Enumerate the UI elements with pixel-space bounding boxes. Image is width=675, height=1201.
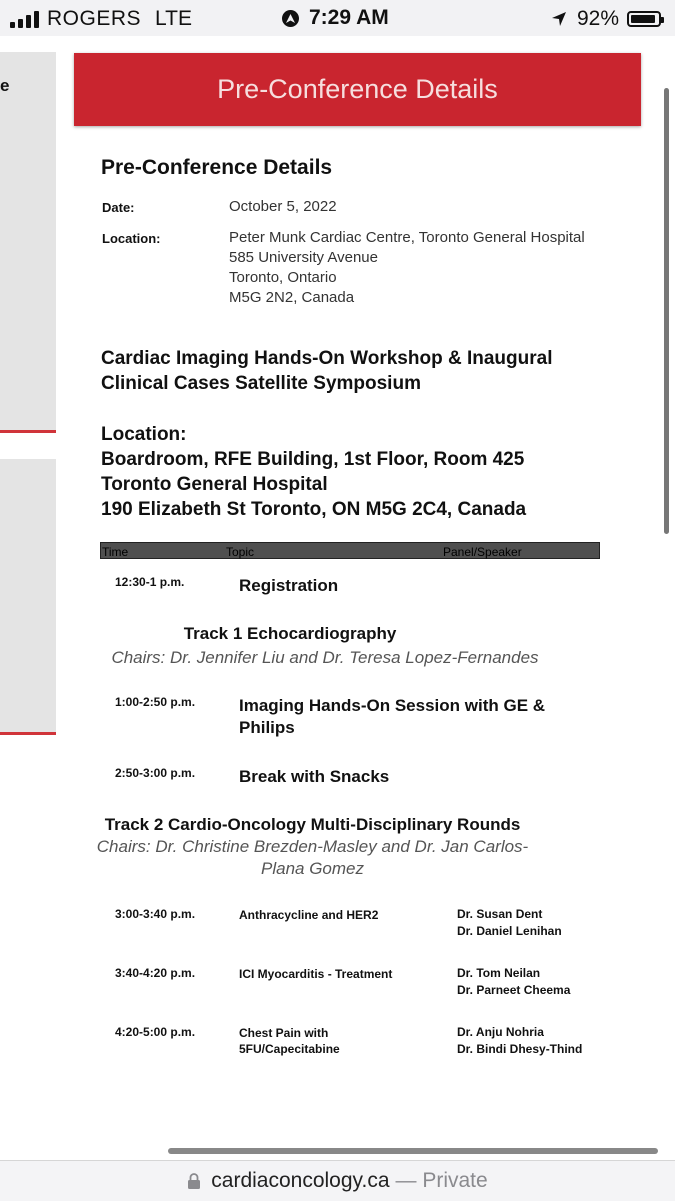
page-title: Pre-Conference Details <box>101 156 333 179</box>
header-time: Time <box>102 545 129 559</box>
registration-time: 12:30-1 p.m. <box>115 575 185 589</box>
schedule-table-header <box>100 542 600 559</box>
break-title: Break with Snacks <box>239 767 390 786</box>
row-2-speakers: Dr. Tom Neilan Dr. Parneet Cheema <box>457 966 571 997</box>
track-1 <box>22 624 558 644</box>
session-1-title: Imaging Hands-On Session with GE & Philips <box>239 696 546 737</box>
header-speaker: Panel/Speaker <box>443 545 522 559</box>
track-2-title: Track 2 Cardio-Oncology Multi-Disciplinary Rounds <box>104 815 521 834</box>
panel-text-fragment: e <box>0 76 10 95</box>
previous-slide-panel[interactable] <box>0 52 56 433</box>
row-3-speakers: Dr. Anju Nohria Dr. Bindi Dhesy-Thind <box>457 1025 583 1056</box>
workshop-title: Cardiac Imaging Hands-On Workshop & Inaugural Clinical Cases Satellite Symposium <box>101 348 553 394</box>
battery-percent: 92% <box>576 7 619 30</box>
row-3-topic: Chest Pain with 5FU/Capecitabine <box>239 1026 340 1056</box>
track-1-title: Track 1 Echocardiography <box>183 624 397 643</box>
location-label: Location: <box>102 231 161 246</box>
horizontal-scrollbar[interactable] <box>168 1148 658 1154</box>
session-1-time: 1:00-2:50 p.m. <box>115 695 196 709</box>
header-banner <box>74 53 641 126</box>
private-label: — Private <box>395 1169 488 1192</box>
vertical-scrollbar[interactable] <box>664 88 669 534</box>
row-1-time: 3:00-3:40 p.m. <box>115 907 196 921</box>
date-label: Date: <box>102 200 135 215</box>
track-2-chairs: Chairs: Dr. Christine Brezden-Masley and Dr. Jan Carlos- Plana Gomez <box>96 837 529 878</box>
url-text[interactable]: cardiaconcology.ca <box>211 1169 390 1192</box>
row-2-time: 3:40-4:20 p.m. <box>115 966 196 980</box>
carrier-name: ROGERS <box>47 7 142 30</box>
workshop-location: Location: Boardroom, RFE Building, 1st Floor, Room 425 Toronto General Hospital 190 Elizabeth St Toronto, ON M5G 2C4, Canada <box>101 424 527 520</box>
registration-title: Registration <box>239 576 339 595</box>
previous-slide-panel-lower[interactable] <box>0 459 56 735</box>
signal-icon <box>10 10 39 28</box>
row-1-topic: Anthracycline and HER2 <box>239 908 379 922</box>
address-bar[interactable] <box>0 1160 675 1201</box>
track-1-chairs: Chairs: Dr. Jennifer Liu and Dr. Teresa Lopez-Fernandes <box>111 648 539 667</box>
location-address: Peter Munk Cardiac Centre, Toronto General Hospital 585 University Avenue Toronto, Ontario M5G 2N2, Canada <box>229 229 585 306</box>
battery-icon <box>627 11 661 27</box>
row-2-topic: ICI Myocarditis - Treatment <box>239 967 393 981</box>
header-topic: Topic <box>226 545 255 559</box>
row-1-speakers: Dr. Susan Dent Dr. Daniel Lenihan <box>457 907 562 938</box>
alarm-icon <box>282 10 299 27</box>
track-1-chairs-wrap <box>0 647 675 669</box>
row-3-time: 4:20-5:00 p.m. <box>115 1025 196 1039</box>
lock-icon <box>187 1173 201 1190</box>
track-2 <box>0 815 650 880</box>
status-bar <box>0 0 675 36</box>
location-arrow-icon <box>551 11 567 27</box>
banner-title: Pre-Conference Details <box>217 74 498 104</box>
network-type: LTE <box>155 7 192 30</box>
break-time: 2:50-3:00 p.m. <box>115 766 196 780</box>
date-value: October 5, 2022 <box>229 198 337 215</box>
clock-time: 7:29 AM <box>309 6 389 29</box>
